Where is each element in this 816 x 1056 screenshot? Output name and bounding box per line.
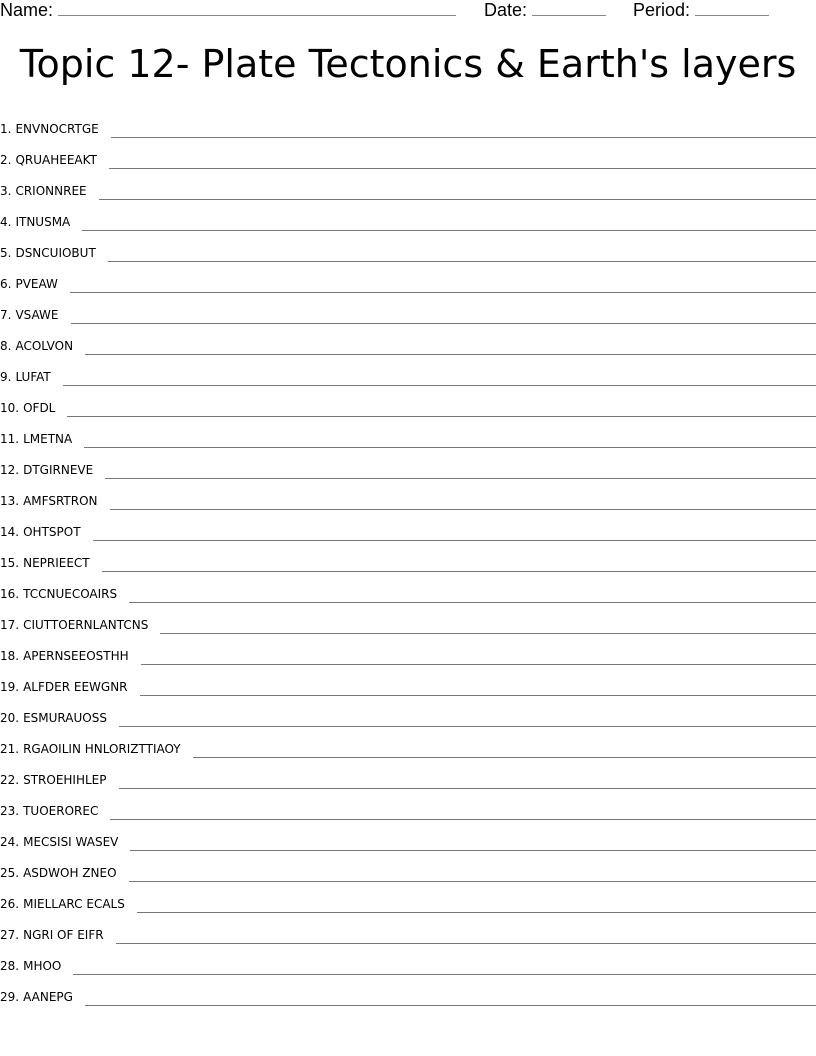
name-field [0, 0, 456, 20]
item-number: 17. [0, 618, 20, 632]
item-number: 13. [0, 494, 20, 508]
list-item [0, 386, 816, 417]
item-number: 23. [0, 804, 20, 818]
scrambled-word: LUFAT [15, 370, 51, 384]
list-item [0, 665, 816, 696]
item-number: 3. [0, 184, 12, 198]
scrambled-word: VSAWE [15, 308, 59, 322]
date-field [484, 0, 606, 20]
page-title: Topic 12- Plate Tectonics & Earth's layers [19, 42, 797, 86]
list-item [0, 355, 816, 386]
period-blank-line[interactable] [695, 1, 769, 16]
scrambled-word: TCCNUECOAIRS [23, 587, 118, 601]
answer-blank-line[interactable] [84, 446, 816, 448]
scrambled-word: AMFSRTRON [23, 494, 98, 508]
item-number: 12. [0, 463, 20, 477]
item-number: 28. [0, 959, 20, 973]
list-item [0, 572, 816, 603]
date-blank-line[interactable] [532, 1, 606, 16]
answer-blank-line[interactable] [193, 756, 816, 758]
item-number: 24. [0, 835, 20, 849]
answer-blank-line[interactable] [93, 539, 816, 541]
answer-blank-line[interactable] [119, 787, 816, 789]
list-item [0, 200, 816, 231]
answer-blank-line[interactable] [111, 136, 816, 138]
item-number: 18. [0, 649, 20, 663]
item-number: 15. [0, 556, 20, 570]
scrambled-word: CRIONNREE [15, 184, 87, 198]
list-item [0, 510, 816, 541]
answer-blank-line[interactable] [110, 818, 816, 820]
item-number: 16. [0, 587, 20, 601]
header [0, 0, 816, 24]
scrambled-word: ACOLVON [15, 339, 74, 353]
scrambled-word: OFDL [23, 401, 56, 415]
answer-blank-line[interactable] [73, 973, 816, 975]
item-number: 9. [0, 370, 12, 384]
list-item [0, 262, 816, 293]
list-item [0, 138, 816, 169]
answer-blank-line[interactable] [85, 353, 816, 355]
answer-blank-line[interactable] [85, 1004, 816, 1006]
list-item [0, 975, 816, 1006]
scrambled-word: ENVNOCRTGE [15, 122, 99, 136]
answer-blank-line[interactable] [105, 477, 816, 479]
scrambled-word: DTGIRNEVE [23, 463, 94, 477]
scrambled-word: MHOO [23, 959, 62, 973]
scrambled-word: LMETNA [23, 432, 73, 446]
answer-blank-line[interactable] [109, 167, 816, 169]
answer-blank-line[interactable] [71, 322, 816, 324]
scrambled-word: MECSISI WASEV [23, 835, 119, 849]
answer-blank-line[interactable] [110, 508, 816, 510]
scrambled-word: MIELLARC ECALS [23, 897, 125, 911]
answer-blank-line[interactable] [160, 632, 816, 634]
list-item [0, 820, 816, 851]
item-number: 21. [0, 742, 20, 756]
answer-blank-line[interactable] [129, 880, 816, 882]
item-number: 2. [0, 153, 12, 167]
list-item [0, 944, 816, 975]
list-item [0, 634, 816, 665]
answer-blank-line[interactable] [102, 570, 816, 572]
item-number: 8. [0, 339, 12, 353]
answer-blank-line[interactable] [108, 260, 816, 262]
scrambled-word: TUOEROREC [23, 804, 99, 818]
item-number: 14. [0, 525, 20, 539]
item-number: 6. [0, 277, 12, 291]
scrambled-word: DSNCUIOBUT [15, 246, 96, 260]
list-item [0, 882, 816, 913]
list-item [0, 851, 816, 882]
list-item [0, 293, 816, 324]
period-field [633, 0, 769, 20]
list-item [0, 727, 816, 758]
answer-blank-line[interactable] [67, 415, 816, 417]
scrambled-word: CIUTTOERNLANTCNS [23, 618, 149, 632]
list-item [0, 169, 816, 200]
answer-blank-line[interactable] [116, 942, 816, 944]
list-item [0, 448, 816, 479]
scrambled-word: ALFDER EEWGNR [23, 680, 128, 694]
scrambled-word: ASDWOH ZNEO [23, 866, 117, 880]
list-item [0, 696, 816, 727]
list-item [0, 758, 816, 789]
scrambled-word: QRUAHEEAKT [15, 153, 97, 167]
list-item [0, 324, 816, 355]
period-label: Period: [633, 0, 691, 20]
answer-blank-line[interactable] [137, 911, 816, 913]
item-number: 10. [0, 401, 20, 415]
scrambled-word: OHTSPOT [23, 525, 81, 539]
item-number: 11. [0, 432, 20, 446]
scrambled-word: STROEHIHLEP [23, 773, 107, 787]
item-number: 26. [0, 897, 20, 911]
list-item [0, 541, 816, 572]
item-number: 27. [0, 928, 20, 942]
scrambled-word: NGRI OF EIFR [23, 928, 104, 942]
list-item [0, 231, 816, 262]
scrambled-word: ITNUSMA [15, 215, 71, 229]
answer-blank-line[interactable] [82, 229, 816, 231]
scrambled-word: PVEAW [15, 277, 58, 291]
item-number: 25. [0, 866, 20, 880]
answer-blank-line[interactable] [129, 601, 816, 603]
answer-blank-line[interactable] [130, 849, 816, 851]
list-item [0, 479, 816, 510]
item-number: 19. [0, 680, 20, 694]
item-number: 1. [0, 122, 12, 136]
list-item [0, 603, 816, 634]
list-item [0, 789, 816, 820]
answer-blank-line[interactable] [63, 384, 816, 386]
scramble-word-list [0, 107, 816, 1006]
item-number: 7. [0, 308, 12, 322]
answer-blank-line[interactable] [140, 694, 816, 696]
item-number: 20. [0, 711, 20, 725]
scrambled-word: NEPRIEECT [23, 556, 90, 570]
item-number: 29. [0, 990, 20, 1004]
name-blank-line[interactable] [58, 1, 456, 16]
answer-blank-line[interactable] [70, 291, 816, 293]
answer-blank-line[interactable] [119, 725, 816, 727]
list-item [0, 417, 816, 448]
list-item [0, 107, 816, 138]
scrambled-word: RGAOILIN HNLORIZTTIAOY [23, 742, 181, 756]
scrambled-word: AANEPG [23, 990, 73, 1004]
date-label: Date: [484, 0, 528, 20]
name-label: Name: [0, 0, 54, 20]
list-item [0, 913, 816, 944]
scrambled-word: ESMURAUOSS [23, 711, 107, 725]
item-number: 22. [0, 773, 20, 787]
answer-blank-line[interactable] [99, 198, 816, 200]
item-number: 5. [0, 246, 12, 260]
answer-blank-line[interactable] [141, 663, 816, 665]
scrambled-word: APERNSEEOSTHH [23, 649, 129, 663]
item-number: 4. [0, 215, 12, 229]
